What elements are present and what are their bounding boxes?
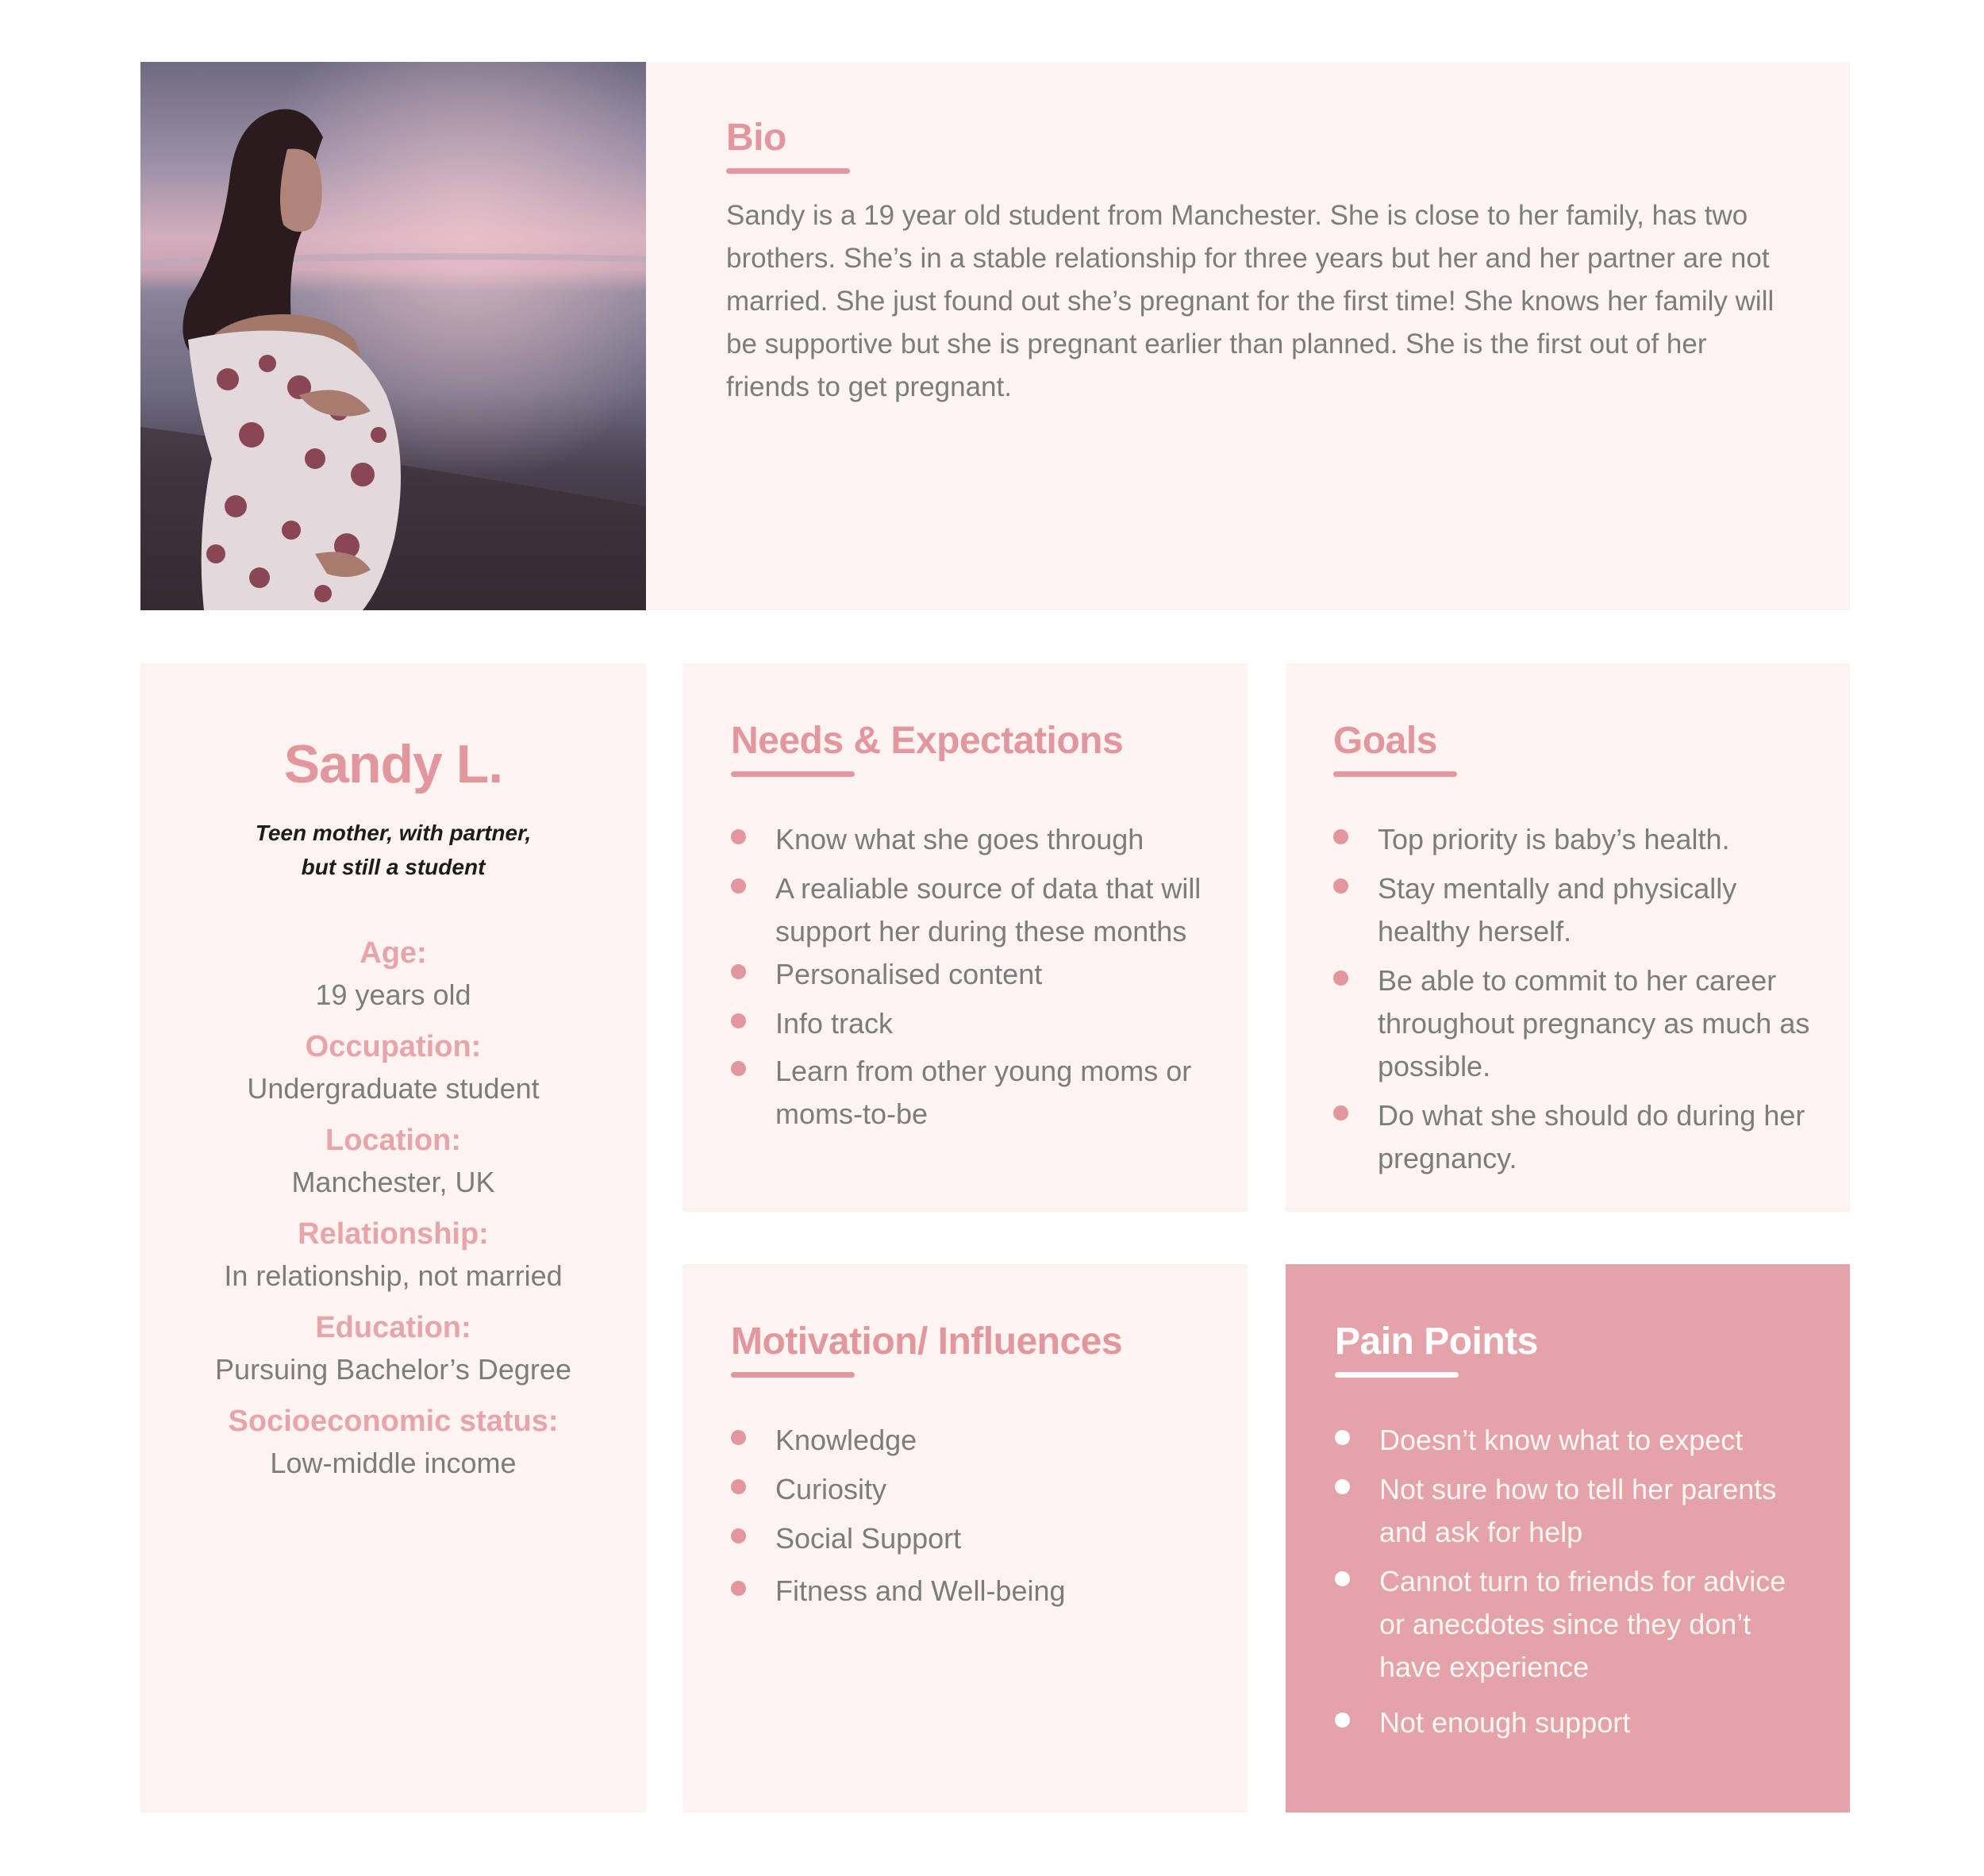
attribute-education	[140, 1313, 646, 1384]
bio-text: Sandy is a 19 year old student from Manchester. She is close to her family, has two brothers. She’s in a stable relationship for three years but her and her partner are not married. She just found out she’s pregnant for the first time! She knows her family will be supportive but she is pregnant earlier than planned. She is the first out of her friends to get pregnant.	[726, 200, 1774, 402]
attribute-value: Manchester, UK	[291, 1166, 495, 1198]
profile-photo	[140, 62, 646, 610]
motivation-list	[731, 1419, 1216, 1613]
list-item: Doesn’t know what to expect	[1335, 1419, 1818, 1462]
list-item: Do what she should do during her pregnancy.	[1333, 1094, 1818, 1180]
list-item: Fitness and Well-being	[731, 1570, 1216, 1613]
list-item: Info track	[731, 1002, 1216, 1045]
needs-heading-underline	[731, 771, 855, 777]
attribute-label: Occupation:	[305, 1030, 482, 1063]
attribute-label: Education:	[315, 1311, 471, 1344]
bio-heading: Bio	[726, 117, 786, 159]
profile-card	[140, 663, 646, 1813]
pain-points-heading: Pain Points	[1335, 1321, 1538, 1363]
pain-points-heading-underline	[1335, 1372, 1459, 1378]
list-item: Cannot turn to friends for advice or anecdotes since they don’t have experience	[1335, 1560, 1818, 1689]
attribute-location	[140, 1125, 646, 1197]
attribute-label: Relationship:	[298, 1217, 489, 1251]
needs-card	[682, 663, 1248, 1212]
attribute-label: Age:	[360, 936, 427, 970]
goals-heading-underline	[1333, 771, 1457, 777]
bio-card	[646, 62, 1850, 610]
list-item: Stay mentally and physically healthy herself.	[1333, 867, 1818, 953]
attribute-value: Low-middle income	[270, 1447, 517, 1479]
tagline-line-2: but still a student	[301, 855, 486, 879]
attribute-value: Undergraduate student	[247, 1072, 540, 1105]
list-item: Knowledge	[731, 1419, 1216, 1462]
list-item: Be able to commit to her career throughout pregnancy as much as possible.	[1333, 959, 1818, 1088]
attribute-label: Location:	[325, 1124, 461, 1157]
list-item: Top priority is baby’s health.	[1333, 818, 1818, 861]
list-item: Know what she goes through	[731, 818, 1216, 861]
goals-card	[1286, 663, 1850, 1212]
motivation-heading: Motivation/ Influences	[731, 1321, 1123, 1363]
goals-heading: Goals	[1333, 720, 1437, 762]
attribute-value: In relationship, not married	[224, 1259, 563, 1292]
attribute-value: Pursuing Bachelor’s Degree	[215, 1353, 571, 1386]
attribute-age	[140, 938, 646, 1009]
pain-points-card	[1286, 1264, 1850, 1813]
attribute-occupation	[140, 1032, 646, 1103]
attribute-label: Socioeconomic status:	[228, 1405, 559, 1438]
list-item: Learn from other young moms or moms-to-be	[731, 1050, 1216, 1136]
list-item: Social Support	[731, 1517, 1216, 1560]
pregnant-woman-beach-photo	[140, 62, 646, 610]
motivation-card	[682, 1264, 1248, 1813]
needs-list	[731, 818, 1216, 1136]
bio-heading-underline	[726, 168, 850, 174]
attribute-list	[140, 938, 646, 1478]
attribute-relationship	[140, 1219, 646, 1290]
persona-tagline	[140, 816, 646, 884]
tagline-line-1: Teen mother, with partner,	[255, 821, 532, 845]
attribute-socioeconomic	[140, 1406, 646, 1478]
list-item: A realiable source of data that will support her during these months	[731, 867, 1216, 953]
goals-list	[1333, 818, 1818, 1180]
needs-heading: Needs & Expectations	[731, 720, 1124, 762]
list-item: Not enough support	[1335, 1701, 1818, 1744]
motivation-heading-underline	[731, 1372, 855, 1378]
list-item: Not sure how to tell her parents and ask for help	[1335, 1468, 1818, 1554]
list-item: Curiosity	[731, 1468, 1216, 1511]
pain-points-list	[1335, 1419, 1818, 1744]
list-item: Personalised content	[731, 953, 1216, 996]
persona-name: Sandy L.	[283, 734, 503, 794]
attribute-value: 19 years old	[315, 978, 471, 1011]
